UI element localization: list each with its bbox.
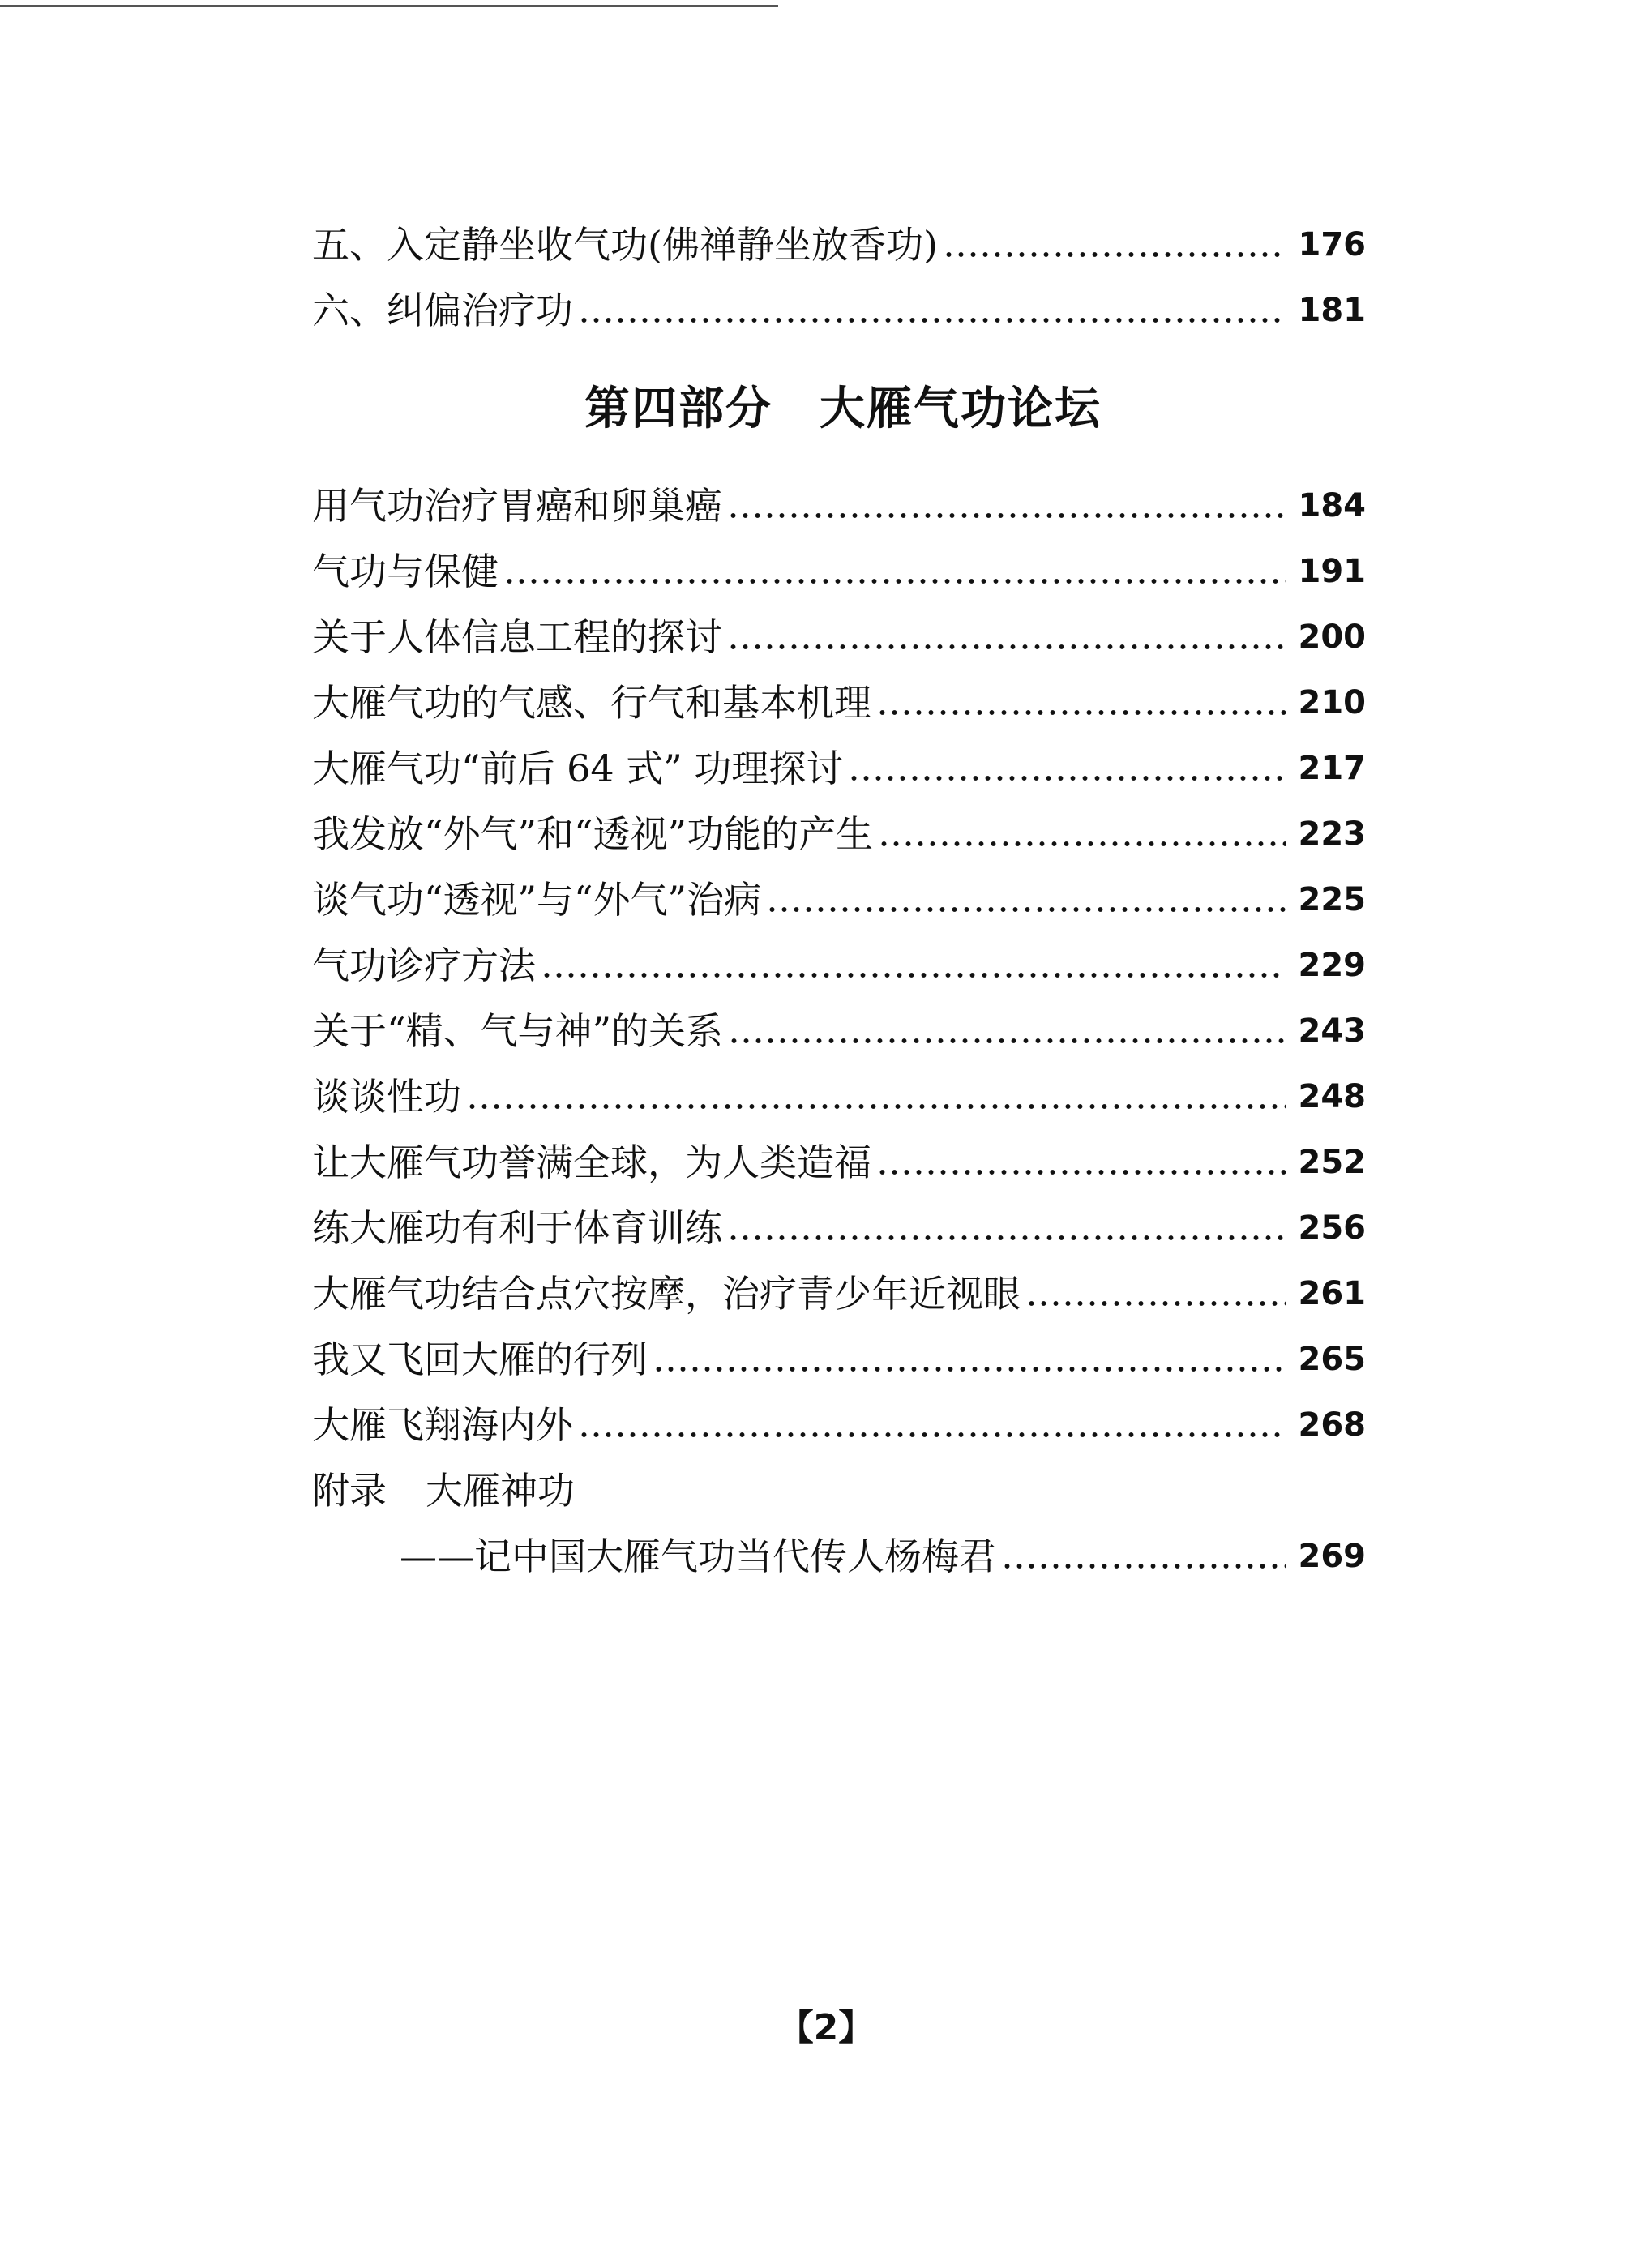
appendix-subtitle: ——记中国大雁气功当代传人杨梅君 — [400, 1534, 996, 1578]
toc-entry-page: 261 — [1298, 1275, 1366, 1312]
toc-entry-appendix — [312, 1524, 1366, 1590]
toc-entry-title: 大雁气功的气感、行气和基本机理 — [312, 681, 871, 725]
toc-entry-page: 248 — [1298, 1078, 1366, 1115]
toc-intro-list — [312, 212, 1366, 344]
toc-leader-dots — [1025, 1299, 1286, 1307]
toc-entry-page: 200 — [1298, 618, 1366, 656]
section-heading: 第四部分 大雁气功论坛 — [584, 382, 1102, 435]
toc-leader-dots — [541, 971, 1286, 979]
toc-entry — [312, 802, 1366, 867]
toc-entry-title: 大雁气功结合点穴按摩，治疗青少年近视眼 — [312, 1272, 1021, 1316]
toc-entry-page: 243 — [1298, 1012, 1366, 1050]
toc-entry-title: 我又飞回大雁的行列 — [312, 1337, 648, 1381]
toc-leader-dots — [727, 511, 1286, 520]
toc-entry-title: 关于“精、气与神”的关系 — [312, 1009, 724, 1053]
toc-entry — [312, 736, 1366, 802]
toc-entry — [312, 1196, 1366, 1261]
toc-entry — [312, 933, 1366, 999]
appendix-heading — [312, 1458, 1366, 1524]
toc-entry-title: 谈气功“透视”与“外气”治病 — [312, 878, 762, 922]
toc-entry-title: 练大雁功有利于体育训练 — [312, 1206, 722, 1250]
toc-entry — [312, 539, 1366, 605]
toc-entry-page: 223 — [1298, 815, 1366, 853]
toc-leader-dots — [503, 577, 1286, 585]
toc-entry-page: 268 — [1298, 1406, 1366, 1444]
toc-leader-dots — [766, 905, 1286, 914]
toc-page — [312, 212, 1366, 1590]
toc-entry — [312, 1064, 1366, 1130]
toc-entry — [312, 867, 1366, 933]
toc-leader-dots — [578, 316, 1286, 324]
toc-entry-page: 269 — [1298, 1538, 1366, 1575]
toc-entry — [312, 605, 1366, 670]
toc-entry-page: 210 — [1298, 684, 1366, 721]
toc-entry-title: 谈谈性功 — [312, 1075, 461, 1119]
toc-entry — [312, 278, 1366, 344]
appendix-title: 大雁神功 — [426, 1469, 575, 1513]
toc-leader-dots — [578, 1431, 1286, 1439]
toc-leader-dots — [728, 1037, 1286, 1045]
toc-leader-dots — [943, 250, 1286, 259]
toc-section-list — [312, 473, 1366, 1458]
toc-entry-page: 181 — [1298, 292, 1366, 329]
toc-entry — [312, 212, 1366, 278]
toc-entry — [312, 1327, 1366, 1393]
toc-leader-dots — [727, 643, 1286, 651]
toc-leader-dots — [876, 1168, 1286, 1176]
toc-entry-title: 关于人体信息工程的探讨 — [312, 615, 722, 659]
toc-entry-title: 让大雁气功誉满全球，为人类造福 — [312, 1141, 871, 1184]
toc-entry-title: 大雁气功“前后 64 式” 功理探讨 — [312, 747, 844, 790]
toc-entry — [312, 670, 1366, 736]
toc-entry-title: 用气功治疗胃癌和卵巢癌 — [312, 484, 722, 528]
toc-entry — [312, 473, 1366, 539]
toc-entry-page: 225 — [1298, 881, 1366, 918]
toc-entry — [312, 1393, 1366, 1458]
toc-entry-title: 五、入定静坐收气功(佛禅静坐放香功) — [312, 223, 938, 267]
toc-leader-dots — [878, 840, 1286, 848]
toc-entry — [312, 999, 1366, 1064]
toc-entry-page: 217 — [1298, 750, 1366, 787]
toc-entry-title: 气功与保健 — [312, 550, 499, 593]
toc-entry-page: 265 — [1298, 1341, 1366, 1378]
toc-entry-page: 176 — [1298, 226, 1366, 263]
toc-leader-dots — [727, 1234, 1286, 1242]
toc-leader-dots — [1001, 1562, 1286, 1570]
toc-entry-title: 我发放“外气”和“透视”功能的产生 — [312, 812, 874, 856]
toc-leader-dots — [653, 1365, 1286, 1373]
page-number: 【2】 — [777, 2007, 875, 2048]
toc-entry-page: 191 — [1298, 553, 1366, 590]
toc-entry-title: 气功诊疗方法 — [312, 944, 536, 987]
toc-entry-title: 大雁飞翔海内外 — [312, 1403, 573, 1447]
toc-entry-page: 252 — [1298, 1144, 1366, 1181]
toc-leader-dots — [876, 708, 1286, 717]
toc-entry — [312, 1130, 1366, 1196]
appendix-label: 附录 — [312, 1469, 387, 1513]
toc-entry-page: 256 — [1298, 1209, 1366, 1247]
toc-entry — [312, 1261, 1366, 1327]
toc-entry-title: 六、纠偏治疗功 — [312, 289, 573, 332]
toc-leader-dots — [466, 1102, 1286, 1111]
toc-leader-dots — [848, 774, 1286, 782]
scan-top-rule — [0, 5, 778, 7]
toc-entry-page: 229 — [1298, 947, 1366, 984]
toc-entry-page: 184 — [1298, 487, 1366, 524]
